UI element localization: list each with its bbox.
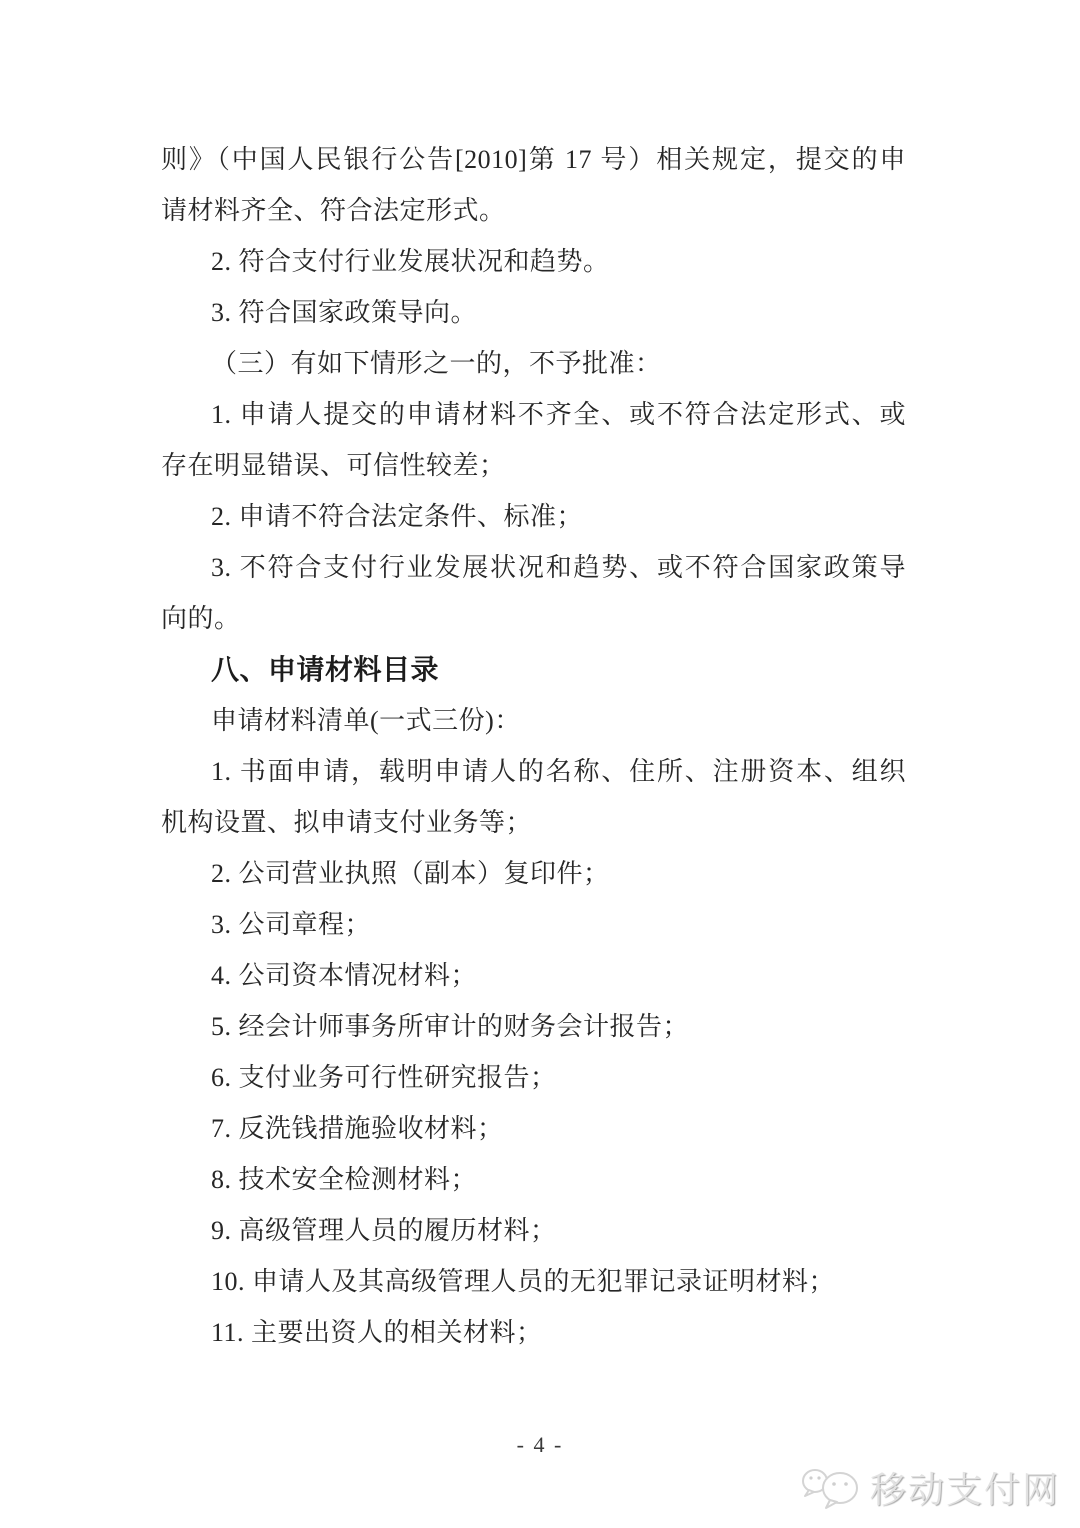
page-number: - 4 - — [516, 1432, 564, 1457]
text-line: 11. 主要出资人的相关材料； — [211, 1318, 543, 1347]
text-line: （三）有如下情形之一的，不予批准： — [211, 349, 662, 378]
text-line: 1. 申请人提交的申请材料不齐全、或不符合法定形式、或 — [211, 400, 906, 429]
text-line: 2. 符合支付行业发展状况和趋势。 — [211, 247, 610, 276]
document-body — [161, 134, 906, 1358]
text-line: 4. 公司资本情况材料； — [211, 961, 478, 990]
text-line: 1. 书面申请，载明申请人的名称、住所、注册资本、组织 — [211, 757, 906, 786]
text-line: 向的。 — [161, 604, 241, 633]
text-line: 则》（中国人民银行公告[2010]第 17 号）相关规定，提交的申 — [161, 145, 906, 174]
text-line: 请材料齐全、符合法定形式。 — [161, 196, 506, 225]
text-line: 机构设置、拟申请支付业务等； — [161, 808, 533, 837]
text-line: 2. 公司营业执照（副本）复印件； — [211, 859, 610, 888]
text-line: 5. 经会计师事务所审计的财务会计报告； — [211, 1012, 690, 1041]
text-line: 申请材料清单(一式三份)： — [211, 706, 521, 735]
text-line: 7. 反洗钱措施验收材料； — [211, 1114, 504, 1143]
text-line: 3. 公司章程； — [211, 910, 372, 939]
text-line: 3. 不符合支付行业发展状况和趋势、或不符合国家政策导 — [211, 553, 906, 582]
text-line: 8. 技术安全检测材料； — [211, 1165, 478, 1194]
text-line: 2. 申请不符合法定条件、标准； — [211, 502, 584, 531]
wechat-icon — [800, 1463, 862, 1513]
text-line: 存在明显错误、可信性较差； — [161, 451, 506, 480]
text-line: 9. 高级管理人员的履历材料； — [211, 1216, 557, 1245]
watermark-text: 移动支付网 — [869, 1469, 1060, 1510]
section-heading: 八、申请材料目录 — [211, 654, 440, 685]
text-line: 3. 符合国家政策导向。 — [211, 298, 478, 327]
watermark — [800, 1462, 1060, 1513]
text-line: 10. 申请人及其高级管理人员的无犯罪记录证明材料； — [211, 1267, 836, 1296]
text-line: 6. 支付业务可行性研究报告； — [211, 1063, 557, 1092]
